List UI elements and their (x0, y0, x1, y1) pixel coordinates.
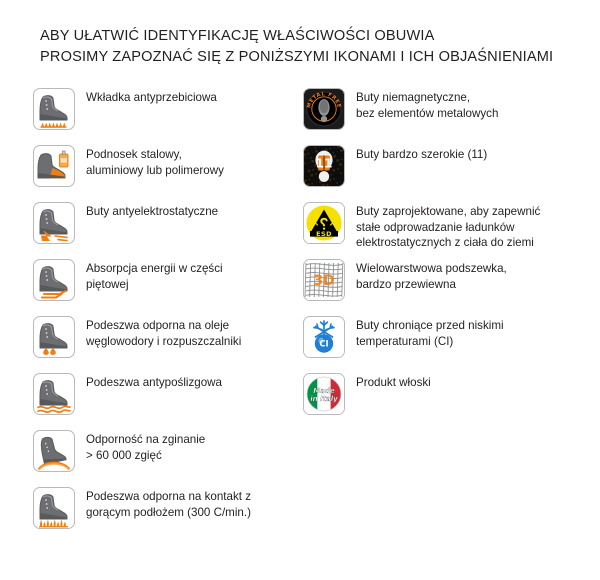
legend-item-label (86, 202, 218, 220)
legend-item-label-line: Buty niemagnetyczne, (356, 91, 471, 104)
boot-flex-resistant-icon (33, 430, 75, 472)
legend-item (33, 373, 222, 415)
boot-with-midsole-plate-icon (33, 88, 75, 130)
legend-item-label (356, 259, 507, 292)
legend-item-label (356, 145, 487, 163)
svg-text:ESD: ESD (316, 229, 332, 238)
svg-text:3D: 3D (313, 273, 335, 289)
legend-item-label (356, 373, 431, 391)
legend-item-label-line: Wielowarstwowa podszewka, (356, 262, 507, 275)
legend-item (33, 487, 251, 529)
legend-item-label (86, 487, 251, 520)
made-in-italy-flag-icon (303, 373, 345, 415)
legend-item (33, 145, 224, 187)
legend-item-label-line: Absorpcja energii w części (86, 262, 223, 275)
legend-item-label-line: Podeszwa antypoślizgowa (86, 376, 222, 389)
legend-item-label (86, 430, 205, 463)
legend-item-label-line: bez elementów metalowych (356, 106, 499, 120)
boot-antistatic-icon (33, 202, 75, 244)
boot-with-toecap-icon (33, 145, 75, 187)
legend-item (303, 145, 487, 187)
legend-item (33, 259, 223, 301)
legend-item (33, 202, 218, 244)
breathable-3d-mesh-icon (303, 259, 345, 301)
legend-item-label-line: Buty antyelektrostatyczne (86, 205, 219, 218)
svg-text:CI: CI (319, 338, 329, 349)
legend-item-label-line: stałe odprowadzanie ładunków (356, 220, 515, 234)
legend-item (303, 316, 504, 358)
legend-item-label-line: Odporność na zginanie (86, 433, 206, 446)
legend-item-label (356, 316, 504, 349)
metal-free-stamp-icon (303, 88, 345, 130)
boot-energy-absorption-icon (33, 259, 75, 301)
cold-insulation-snowflake-icon (303, 316, 345, 358)
legend-item-label-line: piętowej (86, 277, 129, 291)
legend-item-label-line: Buty bardzo szerokie (11) (356, 148, 488, 161)
svg-text:Made: Made (313, 387, 335, 395)
heading-line-1: ABY UŁATWIĆ IDENTYFIKACJĘ WŁAŚCIWOŚCI OBUWIA (40, 28, 435, 44)
legend-item-label-line: Podeszwa odporna na kontakt z (86, 490, 251, 503)
svg-text:METAL FREE: METAL FREE (306, 91, 342, 109)
legend-item (303, 259, 507, 301)
legend-item-label-line: Podnosek stalowy, (86, 148, 182, 161)
boot-oil-resistant-icon (33, 316, 75, 358)
legend-item-label (86, 259, 223, 292)
wide-fit-11-icon (303, 145, 345, 187)
heading-line-2: PROSIMY ZAPOZNAĆ SIĘ Z PONIŻSZYMI IKONAMI I ICH OBJAŚNIENIAMI (40, 49, 554, 65)
legend-item (33, 316, 241, 358)
legend-item-label-line: elektrostatycznych z ciała do ziemi (356, 236, 534, 249)
svg-text:in Italy: in Italy (310, 395, 338, 403)
legend-item-label-line: > 60 000 zgięć (86, 448, 162, 462)
boot-heat-contact-icon (33, 487, 75, 529)
legend-item-label (356, 202, 540, 251)
legend-item-label-line: gorącym podłożem (300 C/min.) (86, 505, 251, 519)
legend-item (33, 88, 217, 130)
legend-item-label-line: aluminiowy lub polimerowy (86, 163, 224, 177)
legend-item-label-line: Podeszwa odporna na oleje (86, 319, 230, 332)
legend-item-label-line: Produkt włoski (356, 376, 431, 389)
legend-item-label (86, 88, 217, 106)
legend-item (303, 88, 498, 130)
legend-item (303, 202, 540, 251)
esd-symbol-icon (303, 202, 345, 244)
boot-slip-resistant-icon (33, 373, 75, 415)
svg-text:11: 11 (315, 156, 333, 171)
legend-item-label (86, 316, 241, 349)
legend-item-label-line: Wkładka antyprzebiciowa (86, 91, 217, 104)
legend-item (303, 373, 431, 415)
legend-item-label (356, 88, 498, 121)
legend-item-label-line: bardzo przewiewna (356, 277, 456, 291)
page-title (40, 26, 570, 68)
legend-item-label-line: temperaturami (CI) (356, 334, 454, 348)
legend-item-label-line: Buty chroniące przed niskimi (356, 319, 504, 332)
legend-item-label (86, 145, 224, 178)
legend-item-label-line: węglowodory i rozpuszczalniki (86, 334, 242, 348)
legend-item (33, 430, 205, 472)
legend-item-label-line: Buty zaprojektowane, aby zapewnić (356, 205, 541, 218)
legend-item-label (86, 373, 222, 391)
